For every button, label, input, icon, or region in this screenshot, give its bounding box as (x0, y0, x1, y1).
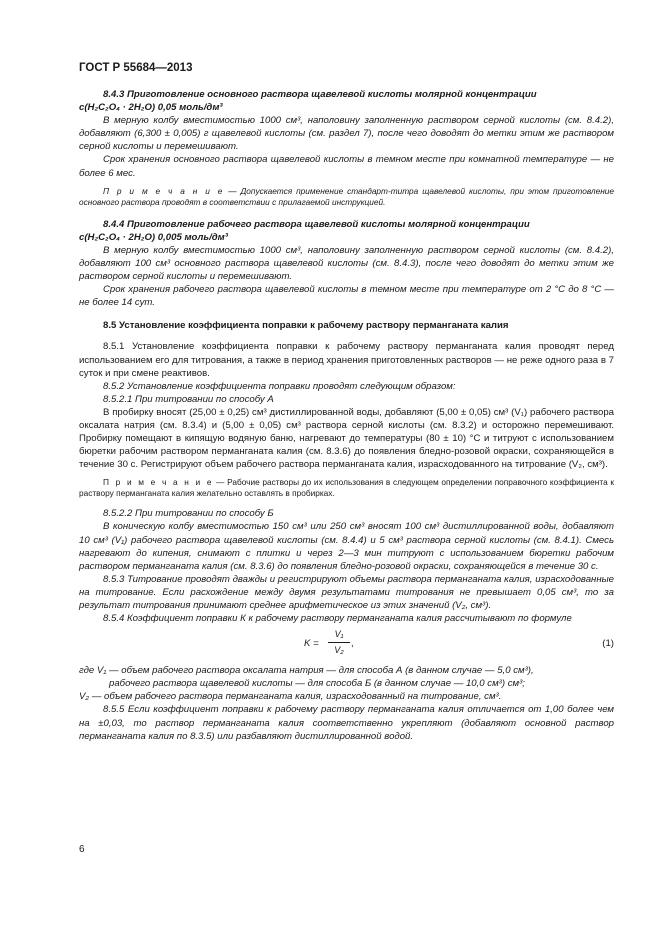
section-heading-8-4-4: 8.4.4 Приготовление рабочего раствора щавелевой кислоты молярной концентрации (103, 218, 530, 230)
where-line: V₂ — объем рабочего раствора перманганата калия, израсходованный на титрование, см³. (79, 691, 502, 703)
section-heading-8-4-3-formula: c(H₂C₂O₄ · 2H₂O) 0,05 моль/дм³ (79, 102, 223, 114)
paragraph: В пробирку вносят (25,00 ± 0,25) см³ дистиллированной воды, добавляют (5,00 ± 0,05) см³ (V₁) рабочего раствора оксалата натрия (см. 8.3.4) и (5,00 ± 0,05) см³ раствора серной кислоты (см. 8.3.2) и осторожно перемешивают. Пробирку помещают в кипящую водяную баню, нагревают до температуры (80 ± 10) °С и титруют с использованием бюретки рабочим раствором перманганата калия (см. 8.3.6) до появления бледно-розовой окраски, сохраняющейся в течение 30 с. Регистрируют объем рабочего раствора перманганата калия, израсходованного на титрование (V₂, см³). (79, 406, 614, 471)
paragraph: 8.5.5 Если коэффициент поправки к рабочему раствору перманганата калия отличается от 1,00 более чем на ±0,03, то раствор перманганата калия соответственно укрепляют (добавляют основной раствор перманганата калия по 8.3.5) или разбавляют дистиллированной водой. (79, 704, 614, 742)
page-number: 6 (79, 844, 85, 855)
formula-numerator: V₁ (334, 629, 344, 640)
note-label: П р и м е ч а н и е (103, 477, 214, 488)
formula-lhs: K = (304, 638, 319, 650)
paragraph: 8.5.3 Титрование проводят дважды и регистрируют объемы раствора перманганата калия, израсходованные на титрование. Если расхождение между двумя результатами титрования не превышает 0,05 см³, то за результат титрования принимают среднее арифметическое из этих значений (V₂, см³). (79, 573, 614, 611)
standard-header: ГОСТ Р 55684—2013 (79, 62, 193, 74)
paragraph: В мерную колбу вместимостью 1000 см³, наполовину заполненную раствором серной кислоты (см. 8.4.2), добавляют 100 см³ основного раствора щавелевой кислоты (см. 8.4.3), после чего доводят до метки этим же раствором серной кислоты и перемешивают. (79, 244, 614, 283)
formula-fraction (328, 628, 350, 657)
paragraph: В мерную колбу вместимостью 1000 см³, наполовину заполненную раствором серной кислоты (см. 8.4.2), добавляют (6,300 ± 0,005) г щавелевой кислоты (см. раздел 7), после чего доводят до метки этим же раствором серной кислоты и перемешивают. (79, 115, 614, 153)
subsection-title: 8.5.2.2 При титровании по способу Б (103, 508, 274, 520)
formula-number: (1) (602, 638, 614, 650)
where-line: где V₁ — объем рабочего раствора оксалата натрия — для способа А (в данном случае — 5,0 см³), (79, 665, 534, 677)
paragraph: 8.5.1 Установление коэффициента поправки к рабочему раствору перманганата калия проводят перед использованием его для титрования, а также в период хранения приготовленных растворов — не реже одного раза в 7 суток и при смене реактивов. (79, 341, 614, 379)
paragraph: 8.5.2 Установление коэффициента поправки проводят следующим образом: (103, 380, 456, 392)
where-line: рабочего раствора щавелевой кислоты — для способа Б (в данном случае — 10,0 см³) см³; (109, 678, 525, 690)
formula-denominator: V₂ (334, 645, 344, 656)
note (79, 186, 614, 208)
section-heading-8-4-4-formula: c(H₂C₂O₄ · 2H₂O) 0,005 моль/дм³ (79, 231, 228, 243)
paragraph: Срок хранения рабочего раствора щавелевой кислоты в темном месте при температуре от 2 °С до 8 °С — не более 14 сут. (79, 284, 614, 309)
paragraph: В коническую колбу вместимостью 150 см³ или 250 см³ вносят 100 см³ дистиллированной воды, добавляют 10 см³ (V₁) рабочего раствора щавелевой кислоты (см. 8.4.4) и 5 см³ раствора серной кислоты (см. 8.4.1). Смесь нагревают до кипения, снимают с плитки и через 2—3 мин титруют с использованием бюретки рабочим раствором перманганата калия (см. 8.3.6) до появления бледно-розовой окраски, сохраняющейся в течение 30 с. (79, 521, 614, 572)
section-heading-8-4-3: 8.4.3 Приготовление основного раствора щавелевой кислоты молярной концентрации (103, 89, 537, 100)
note (79, 477, 614, 499)
note-text: — Допускается применение стандарт-титра щавелевой кислоты, при этом приготовление основного раствора проводят в соответствии с прилагаемой инструкцией. (79, 185, 614, 207)
formula-1 (79, 628, 614, 660)
page-body (79, 88, 614, 743)
note-label: П р и м е ч а н и е (103, 185, 225, 196)
note-text: — Рабочие растворы до их использования в следующем определении поправочного коэффициента к раствору перманганата калия желательно оставлять в пробирках. (79, 477, 615, 499)
formula-tail: , (351, 638, 354, 650)
subsection-title: 8.5.2.1 При титровании по способу А (103, 393, 274, 405)
paragraph: 8.5.4 Коэффициент поправки К к рабочему раствору перманганата калия рассчитывают по формуле (103, 613, 572, 625)
fraction-line (328, 642, 350, 643)
paragraph: Срок хранения основного раствора щавелевой кислоты в темном месте при комнатной температуре — не более 6 мес. (79, 154, 614, 179)
section-heading-8-5: 8.5 Установление коэффициента поправки к рабочему раствору перманганата калия (103, 320, 509, 332)
